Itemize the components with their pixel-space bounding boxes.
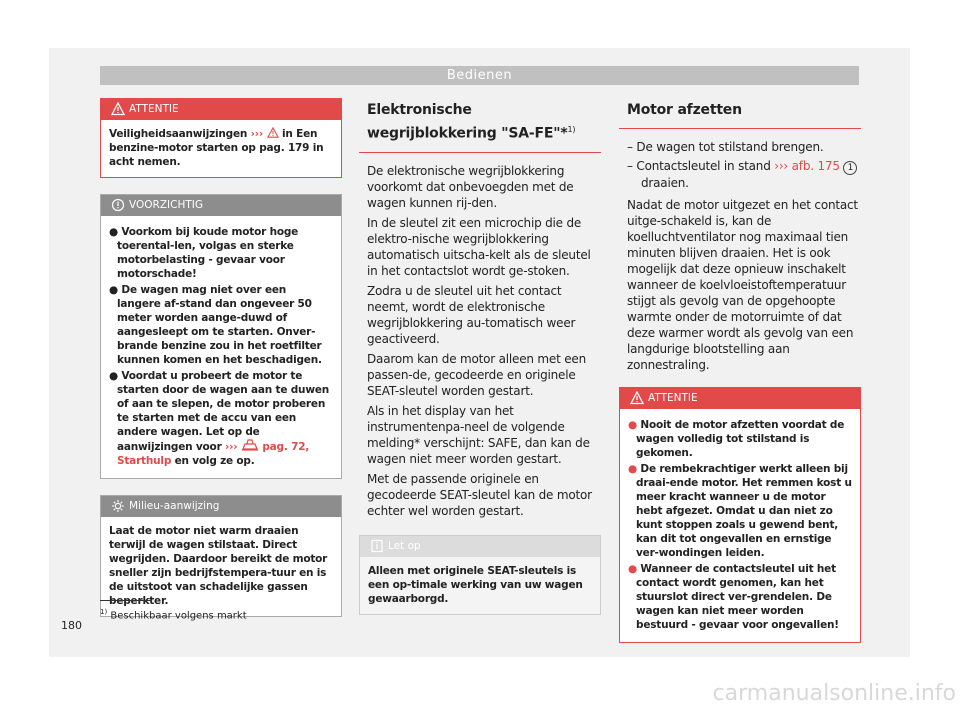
page-number: 180 — [61, 619, 82, 632]
info-circle-icon — [111, 198, 125, 212]
link-arrows[interactable]: ››› — [774, 159, 789, 173]
warning-icon — [267, 127, 279, 138]
list-item: ● Voordat u probeert de motor te starten door de wagen aan te duwen of aan te slepen, de motor proberen te starten met de accu van een andere wagen. Let op de aanwijzingen voor ››› pag. 72, Starthulp en volg ze op. — [109, 370, 330, 467]
section-heading-motor-afzetten: Motor afzetten — [619, 98, 861, 129]
paragraph: Zodra u de sleutel uit het contact neemt, wordt de elektronische wegrijblokkering au-tomatisch weer geactiveerd. — [367, 283, 576, 346]
let-op-header — [360, 536, 600, 557]
paragraph: Als in het display van het instrumentenpa-neel de volgende melding* verschijnt: SAFE, dan kan de wagen niet meer worden gestart. — [367, 403, 590, 466]
list-item: ● De rembekrachtiger werkt alleen bij draai-ende motor. Het remmen kost u meer kracht wanneer u de motor hebt afgezet. Omdat u dan niet zo kunt stoppen zoals u gewend bent, kan dit tot ongevallen en ernstige ver-wondingen leiden. — [628, 463, 852, 559]
paragraph: De elektronische wegrijblokkering voorkomt dat onbevoegden met de wagen kunnen rij-den. — [367, 163, 574, 210]
paragraph: Daarom kan de motor alleen met een passen-de, gecodeerde en originele SEAT-sleutel worden gestart. — [367, 351, 586, 398]
step-item: – De wagen tot stilstand brengen. — [627, 140, 824, 154]
starthulp-link[interactable]: pag. 72, Starthulp — [117, 441, 310, 467]
figure-link[interactable]: afb. 175 — [791, 159, 840, 173]
voorzichtig-box — [100, 194, 342, 479]
list-item: ● Voorkom bij koude motor hoge toerental-len, volgas en sterke motorbelasting - gevaar voor motorschade! — [109, 226, 299, 280]
environment-icon — [111, 499, 125, 513]
attentie-text: Veiligheidsaanwijzingen — [109, 128, 248, 140]
link-arrows[interactable]: ››› — [225, 441, 238, 453]
milieu-body: Laat de motor niet warm draaien terwijl de wagen stilstaat. Direct wegrijden. Daardoor bereikt de motor sneller zijn bedrijfstempera-tuur en is de uitstoot van schadelijke gassen beperkter. — [109, 525, 328, 607]
attentie-box — [100, 98, 342, 178]
attentie-header — [620, 388, 860, 409]
attentie-title: ATTENTIE — [648, 392, 698, 404]
paragraph: Met de passende originele en gecodeerde SEAT-sleutel kan de motor echter wel worden gestart. — [367, 471, 592, 518]
step-item: – Contactsleutel in stand ››› afb. 175 1 draaien. — [627, 158, 861, 191]
car-manual-icon — [241, 439, 259, 451]
attentie-reference: in Een benzine-motor starten op pag. 179 in acht nemen. — [109, 128, 324, 168]
column-right — [619, 98, 861, 659]
voorzichtig-title: VOORZICHTIG — [129, 199, 203, 211]
list-item: ● De wagen mag niet over een langere af-stand dan ongeveer 50 meter worden aange-duwd of aangesleept om te starten. Onver-brande benzine zou in het roetfilter kunnen komen en het beschadigen. — [109, 284, 322, 366]
link-arrows[interactable]: ››› — [250, 128, 264, 140]
footnote: $^{1)}$ Beschikbaar volgens markt — [100, 608, 247, 622]
safe-body — [359, 163, 601, 519]
attentie-box-right — [619, 387, 861, 643]
section-header: Bedienen — [100, 66, 859, 85]
milieu-box — [100, 495, 342, 617]
column-left — [100, 98, 342, 633]
callout-number: 1 — [843, 161, 857, 175]
attentie-body — [620, 409, 860, 642]
footnote-divider — [100, 600, 152, 601]
voorzichtig-body — [101, 216, 341, 478]
voorzichtig-header — [101, 195, 341, 216]
attentie-title: ATTENTIE — [129, 103, 179, 115]
milieu-header — [101, 496, 341, 517]
let-op-body: Alleen met originele SEAT-sleutels is een op-timale werking van uw wagen gewaarborgd. — [368, 564, 583, 605]
attentie-header — [101, 99, 341, 120]
warning-icon — [111, 102, 125, 116]
attentie-body — [101, 120, 341, 177]
note-icon — [370, 539, 384, 553]
column-middle — [359, 98, 601, 631]
paragraph: Nadat de motor uitgezet en het contact uitge-schakeld is, kan de koelluchtventilator nog maximaal tien minuten blijven draaien. Het is ook mogelijk dat deze opnieuw inschakelt wanneer de koelvloeistoftemperatuur stijgt als gevolg van de opgehoopte warmte onder de motorruimte of dat deze warmer wordt als gevolg van een langdurige blootstelling aan zonnestraling. — [627, 198, 858, 372]
list-item: ● Nooit de motor afzetten voordat de wagen volledig tot stilstand is gekomen. — [628, 419, 845, 459]
milieu-title: Milieu-aanwijzing — [129, 500, 220, 512]
section-heading-safe: Elektronische wegrijblokkering "SA-FE"*$^{1)}$ — [359, 98, 601, 153]
motor-afzetten-body — [619, 129, 861, 373]
warning-icon — [630, 391, 644, 405]
list-item: ● Wanneer de contactsleutel uit het contact wordt genomen, kan het stuurslot direct ver-grendelen. De wagen kan niet meer worden bestuurd - gevaar voor ongevallen! — [628, 563, 839, 631]
watermark: carmanualsonline.info — [712, 681, 956, 706]
let-op-title: Let op — [388, 539, 421, 552]
paragraph: In de sleutel zit een microchip die de elektro-nische wegrijblokkering automatisch uitscha-kelt als de sleutel in het contactslot wordt ge-stoken. — [367, 215, 591, 278]
let-op-box — [359, 535, 601, 615]
